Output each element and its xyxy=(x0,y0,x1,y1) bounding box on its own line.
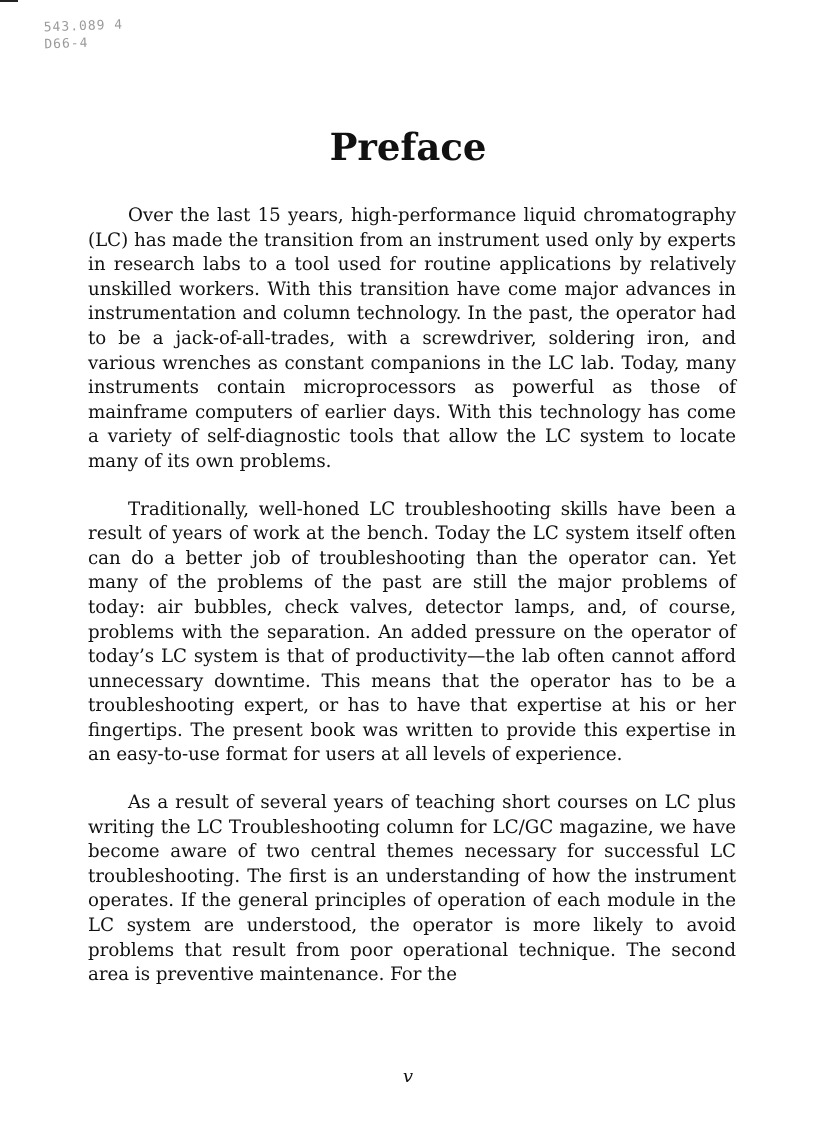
call-number-line-1: 543.089 4 xyxy=(43,17,124,36)
paragraph-1: Over the last 15 years, high-performance liquid chromatography (LC) has made the transition from an instrument used only by experts in research labs to a tool used for routine applications by relatively unskilled workers. With this transition have come major advances in instrumentation and column technology. In the past, the operator had to be a jack-of-all-trades, with a screwdriver, soldering iron, and various wrenches as constant companions in the LC lab. Today, many instruments contain microprocessors as powerful as those of mainframe computers of earlier days. With this technology has come a variety of self-diagnostic tools that allow the LC system to locate many of its own problems. xyxy=(88,205,736,472)
page-number: v xyxy=(402,1066,414,1087)
page-title: Preface xyxy=(329,125,487,169)
preface-body xyxy=(88,204,736,1011)
paragraph-2: Traditionally, well-honed LC troubleshooting skills have been a result of years of work at the bench. Today the LC system itself often can do a better job of troubleshooting than the operator can. Yet many of the problems of the past are still the major problems of today: air bubbles, check valves, detector lamps, and, of course, problems with the separation. An added pressure on the operator of today’s LC system is that of productivity—the lab often cannot afford unnecessary downtime. This means that the operator has to be a troubleshooting expert, or has to have that expertise at his or her fingertips. The present book was written to provide this expertise in an easy-to-use format for users at all levels of experience. xyxy=(88,498,736,766)
call-number-line-2: D66-4 xyxy=(44,35,89,53)
paragraph-3: As a result of several years of teaching short courses on LC plus writing the LC Troubleshooting column for LC/GC magazine, we have become aware of two central themes necessary for successful LC troubleshooting. The first is an understanding of how the instrument operates. If the general principles of operation of each module in the LC system are understood, the operator is more likely to avoid problems that result from poor operational technique. The second area is preventive maintenance. For the xyxy=(88,792,736,986)
handwritten-call-number xyxy=(43,17,124,54)
scan-edge-mark xyxy=(0,0,18,2)
